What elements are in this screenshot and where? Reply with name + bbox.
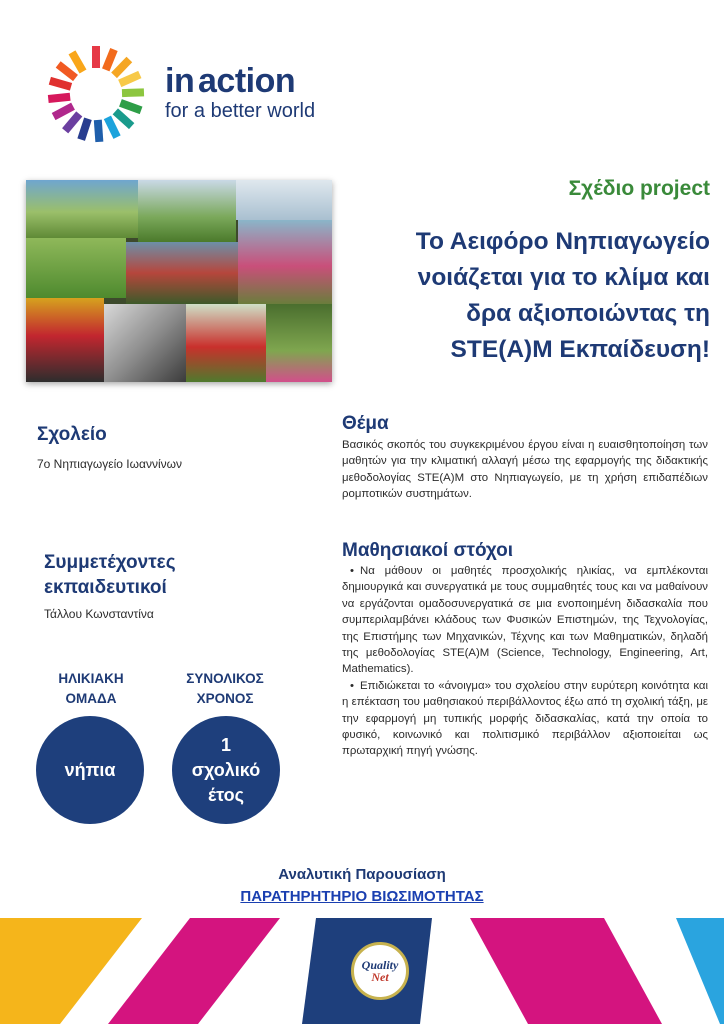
stripe-cyan <box>676 918 724 1024</box>
footer-label: Αναλυτική Παρουσίαση <box>278 866 446 883</box>
stripe-magenta <box>108 918 280 1024</box>
goal-item: • Να μάθουν οι μαθητές προσχολικής ηλικίας, να εμπλέκονται δημιουργικά και συνεργατικά με τους συμμαθητές τους και να μαθαίνουν να εργάζονται ομαδοσυνεργατικά σε μια ενοποιημένη διδασκαλία που συμπεριλαμβάνει κλάδους των Φυσικών Επιστημών, της Τεχνολογίας, της Επιστήμης των Μηχανικών, Τέχνης και των Μαθηματικών, δηλαδή της μεθοδολογίας STE(A)M (Science, Technology, Engineering, Art, Mathematics). <box>342 563 708 678</box>
goals-list <box>342 563 708 760</box>
qualitynet-logo <box>351 942 409 1000</box>
total-time-caption: ΣΥΝΟΛΙΚΟΣ ΧΡΟΝΟΣ <box>186 671 264 706</box>
project-title: Το Αειφόρο Νηπιαγωγείο νοιάζεται για το κλίμα και δρα αξιοποιώντας τη STE(A)M Εκπαίδευση! <box>415 228 710 363</box>
qualitynet-logo-line1: Quality <box>361 958 399 972</box>
age-group-badge: νήπια <box>36 716 144 824</box>
footer-link-text[interactable]: ΠΑΡΑΤΗΡΗΤΗΡΙΟ ΒΙΩΣΙΜΟΤΗΤΑΣ <box>240 888 484 905</box>
collage-photo-helmet-closeup <box>104 304 186 382</box>
collage-photo-child-helmet <box>26 298 104 382</box>
logo-word-in: in <box>165 62 195 100</box>
goals-heading: Μαθησιακοί στόχοι <box>342 540 513 561</box>
sun-rays-icon <box>48 46 144 142</box>
sustainability-observatory-link[interactable] <box>0 888 724 905</box>
teacher-name: Τάλλου Κωνσταντίνα <box>44 607 154 621</box>
logo-tagline: for a better world <box>165 100 316 122</box>
stripe-magenta-right <box>470 918 662 1024</box>
collage-photo-group <box>126 242 238 304</box>
theme-heading: Θέμα <box>342 413 389 434</box>
collage-photo-sky <box>236 180 332 220</box>
collage-photo-firetruck <box>186 304 266 382</box>
logo-word-action: action <box>198 62 296 100</box>
photo-collage <box>26 180 332 382</box>
qualitynet-logo-line2: Net <box>371 970 389 984</box>
teachers-heading: Συμμετέχοντες εκπαιδευτικοί <box>44 552 176 598</box>
collage-photo-firefighter <box>138 180 236 242</box>
age-group-caption: ΗΛΙΚΙΑΚΗ ΟΜΑΔΑ <box>58 671 124 706</box>
project-kicker: Σχέδιο project <box>568 177 710 200</box>
collage-photo-field <box>26 238 126 298</box>
total-time-badge: 1 σχολικό έτος <box>172 716 280 824</box>
collage-photo-trees <box>26 180 138 238</box>
goal-item: • Επιδιώκεται το «άνοιγμα» του σχολείου στην ευρύτερη κοινότητα και η επέκταση του μαθησιακού περιβάλλοντος έξω από τη σχολική τάξη, με την εφαρμογή μη τυπικής μορφής διδασκαλίας, κατά την οποία το φυσικό, κοινωνικό και πολιτισμικό περιβάλλον αξιοποιείται ως πρωταρχική πηγή γνώσης. <box>342 678 708 760</box>
collage-photo-fence <box>238 220 332 304</box>
school-heading: Σχολείο <box>37 424 107 445</box>
theme-text: Βασικός σκοπός του συγκεκριμένου έργου είναι η ευαισθητοποίηση των μαθητών για την κλιματική αλλαγή μέσω της εφαρμογής της διδακτικής μεθοδολογίας STE(A)M στο Νηπιαγωγείο, με τη χρήση επιδαπέδιων ρομποτικών συστημάτων. <box>342 439 708 501</box>
collage-photo-forest <box>266 304 332 382</box>
school-name: 7ο Νηπιαγωγείο Ιωαννίνων <box>37 457 182 471</box>
